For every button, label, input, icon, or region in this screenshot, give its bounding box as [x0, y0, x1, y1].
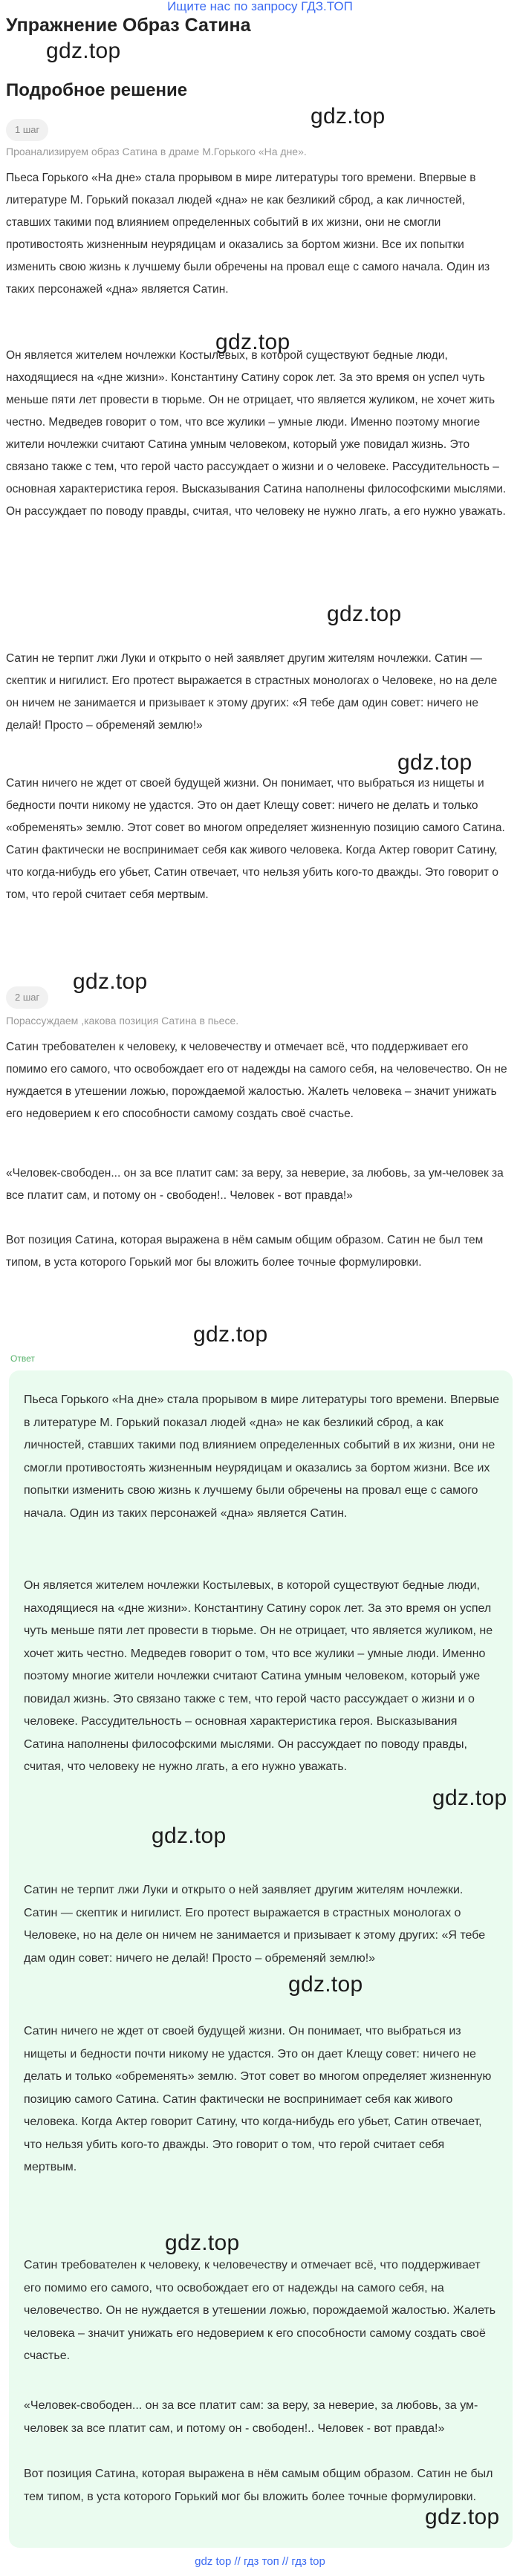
watermark: gdz.top [46, 39, 121, 63]
answer-paragraph: Пьеса Горького «На дне» стала прорывом в мире литературы того времени. Впервые в литературе М. Горький показал людей «дна» не как безликий сброд, а как личностей, ставших такими под влиянием определенных событий в их жизни, они не смогли противостоять жизненным неурядицам и оказались за бортом жизни. Все их попытки изменить свою жизнь к лучшему были обречены на провал еще с самого начала. Один из таких персонажей «дна» является Сатин. [24, 1393, 499, 1520]
footer-links[interactable]: gdz top // гдз топ // гдз top [195, 2555, 325, 2568]
step-badge-2: 2 шаг [6, 986, 48, 1009]
watermark: gdz.top [152, 1824, 227, 1848]
answer-paragraph: Вот позиция Сатина, которая выражена в нём самым общим образом. Сатин не был тем типом, в уста которого Горький мог бы вложить более точные формулировки. [24, 2468, 493, 2503]
watermark: gdz.top [311, 104, 386, 129]
step1-paragraph: Сатин не терпит лжи Луки и открыто о ней заявляет другим жителям ночлежки. Сатин — скептик и нигилист. Его протест выражается в страстных монологах о Человеке, но на деле он ничем не занимается и призывает к этому других: «Я тебе дам один совет: ничего не делай! Просто – обременяй землю!» [6, 652, 498, 732]
watermark: gdz.top [425, 2505, 500, 2529]
answer-paragraph: Сатин не терпит лжи Луки и открыто о ней заявляет другим жителям ночлежки. Сатин — скептик и нигилист. Его протест выражается в страстных монологах о Человеке, но на деле он ничем не занимается и призывает к этому других: «Я тебе дам один совет: ничего не делай! Просто – обременяй землю!» [24, 1884, 486, 1965]
step-intro-2: Порассуждаем ,какова позиция Сатина в пьесе. [6, 1015, 239, 1027]
watermark: gdz.top [165, 2231, 240, 2255]
step2-paragraph: «Человек-свободен... он за все платит сам: за веру, за неверие, за любовь, за ум-человек за все платит сам, и потому он - свободен!.. Человек - вот правда!» [6, 1167, 504, 1202]
answer-label: Ответ [10, 1353, 35, 1364]
step1-paragraph: Пьеса Горького «На дне» стала прорывом в мире литературы того времени. Впервые в литературе М. Горький показал людей «дна» не как безликий сброд, а как личностей, ставших такими под влиянием определенных событий в их жизни, они не смогли противостоять жизненным неурядицам и оказались за бортом жизни. Все их попытки изменить свою жизнь к лучшему были обречены на провал еще с самого начала. Один из таких персонажей «дна» является Сатин. [6, 172, 490, 296]
step2-paragraph: Вот позиция Сатина, которая выражена в нём самым общим образом. Сатин не был тем типом, в уста которого Горький мог бы вложить более точные формулировки. [6, 1234, 484, 1269]
watermark: gdz.top [397, 750, 472, 775]
step1-paragraph: Сатин ничего не ждет от своей будущей жизни. Он понимает, что выбраться из нищеты и бедности почти никому не удастся. Это он дает Клещу совет: ничего не делать и только «обременять» землю. Этот совет во многом определяет жизненную позицию самого Сатина. Сатин фактически не воспринимает себя как живого человека. Когда Актер говорит Сатину, что когда-нибудь его убьет, Сатин отвечает, что нельзя убить кого-то дважды. Это говорит о том, что герой считает себя мертвым. [6, 777, 505, 901]
answer-paragraph: Сатин ничего не ждет от своей будущей жизни. Он понимает, что выбраться из нищеты и бедности почти никому не удастся. Это он дает Клещу совет: ничего не делать и только «обременять» землю. Этот совет во многом определяет жизненную позицию самого Сатина. Сатин фактически не воспринимает себя как живого человека. Когда Актер говорит Сатину, что когда-нибудь его убьет, Сатин отвечает, что нельзя убить кого-то дважды. Это говорит о том, что герой считает себя мертвым. [24, 2025, 492, 2173]
step-intro-1: Проанализируем образ Сатина в драме М.Горького «На дне». [6, 146, 307, 157]
answer-paragraph: Он является жителем ночлежки Костылевых, в которой существуют бедные люди, находящиеся на «дне жизни». Константину Сатину сорок лет. За это время он успел чуть меньше пяти лет провести в тюрьме. Он не отрицает, что является жуликом, не хочет жить честно. Медведев говорит о том, что все жулики – умные люди. Именно поэтому многие жители ночлежки считают Сатина умным человеком, который уже повидал жизнь. Это связано также с тем, что герой часто рассуждает о жизни и о человеке. Рассудительность – основная характеристика героя. Высказывания Сатина наполнены философскими мыслями. Он рассуждает по поводу правды, считая, что человеку не нужно лгать, а его нужно уважать. [24, 1579, 493, 1773]
answer-paragraph: Сатин требователен к человеку, к человечеству и отмечает всё, что поддерживает его помимо его самого, что освобождает его от надежды на самого себя, на человечество. Он не нуждается в утешении ложью, порождаемой жалостью. Жалеть человека – значит унижать его недоверием к его способности самому создать своё счастье. [24, 2259, 496, 2362]
search-banner-link[interactable]: Ищите нас по запросу ГДЗ.ТОП [167, 0, 353, 13]
watermark: gdz.top [288, 1972, 363, 1997]
watermark: gdz.top [327, 602, 402, 626]
watermark: gdz.top [73, 969, 148, 994]
step2-paragraph: Сатин требователен к человеку, к человечеству и отмечает всё, что поддерживает его помимо его самого, что освобождает его от надежды на самого себя, на человечество. Он не нуждается в утешении ложью, порождаемой жалостью. Жалеть человека – значит унижать его недоверием к его способности самому создать своё счастье. [6, 1041, 507, 1120]
step-badge-1: 1 шаг [6, 119, 48, 141]
watermark: gdz.top [432, 1786, 507, 1810]
section-subtitle: Подробное решение [6, 80, 188, 100]
answer-paragraph: «Человек-свободен... он за все платит сам: за веру, за неверие, за любовь, за ум-человек за все платит сам, и потому он - свободен!.. Человек - вот правда!» [24, 2399, 478, 2435]
page-title: Упражнение Образ Сатина [6, 15, 251, 36]
watermark: gdz.top [215, 330, 290, 354]
watermark: gdz.top [193, 1322, 268, 1347]
step1-paragraph: Он является жителем ночлежки Костылевых, в которой существуют бедные люди, находящиеся на «дне жизни». Константину Сатину сорок лет. За это время он успел чуть меньше пяти лет провести в тюрьме. Он не отрицает, что является жуликом, не хочет жить честно. Медведев говорит о том, что все жулики – умные люди. Именно поэтому многие жители ночлежки считают Сатина умным человеком, который уже повидал жизнь. Это связано также с тем, что герой часто рассуждает о жизни и о человеке. Рассудительность – основная характеристика героя. Высказывания Сатина наполнены философскими мыслями. Он рассуждает по поводу правды, считая, что человеку не нужно лгать, а его нужно уважать. [6, 349, 507, 518]
